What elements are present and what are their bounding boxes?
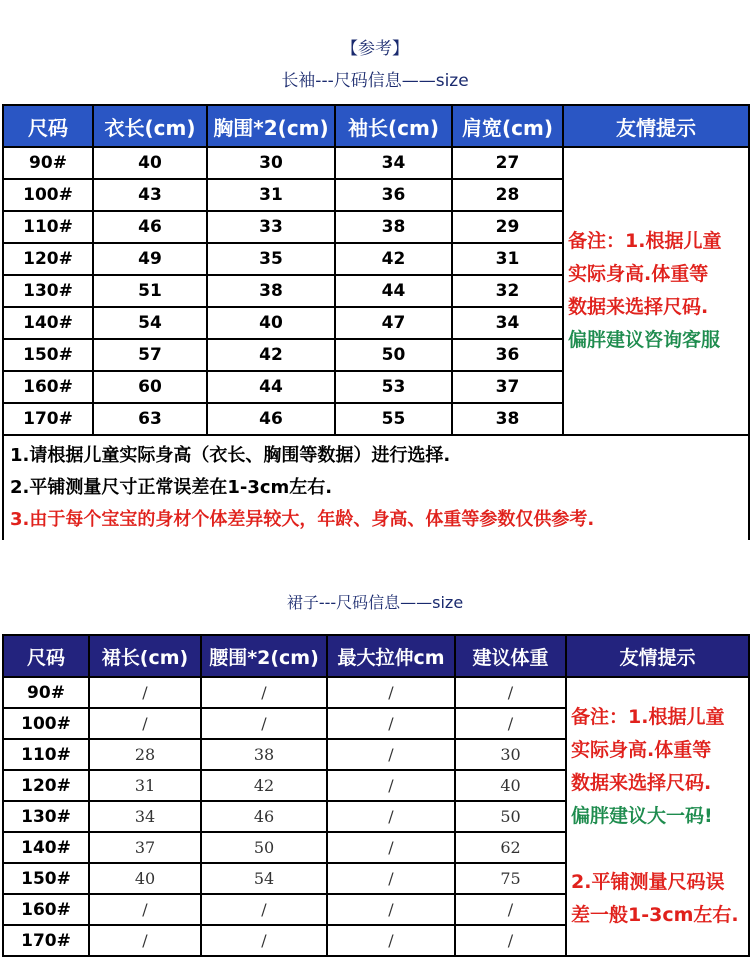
value-cell: 44	[335, 275, 452, 307]
value-cell: /	[327, 832, 455, 863]
size-cell: 90#	[3, 677, 89, 708]
size-cell: 170#	[3, 925, 89, 956]
value-cell: /	[327, 863, 455, 894]
column-header: 袖长(cm)	[335, 105, 452, 147]
value-cell: 31	[89, 770, 201, 801]
value-cell: 27	[452, 147, 563, 179]
value-cell: 40	[207, 307, 335, 339]
value-cell: 50	[455, 801, 566, 832]
value-cell: /	[327, 801, 455, 832]
reference-title: 【参考】	[341, 39, 409, 59]
table-row	[3, 677, 749, 708]
tip-cell	[563, 147, 749, 435]
tip-line	[571, 833, 746, 866]
column-header: 腰围*2(cm)	[201, 635, 327, 677]
size-cell: 150#	[3, 339, 93, 371]
size-cell: 130#	[3, 801, 89, 832]
tip-line: 实际身高.体重等	[571, 739, 712, 761]
value-cell: 32	[452, 275, 563, 307]
value-cell: 60	[93, 371, 207, 403]
value-cell: /	[89, 925, 201, 956]
value-cell: 55	[335, 403, 452, 435]
value-cell: 34	[89, 801, 201, 832]
tip-cell	[566, 677, 749, 956]
column-header: 最大拉伸cm	[327, 635, 455, 677]
value-cell: 36	[335, 179, 452, 211]
value-cell: 40	[93, 147, 207, 179]
value-cell: 75	[455, 863, 566, 894]
size-cell: 110#	[3, 211, 93, 243]
value-cell: 42	[335, 243, 452, 275]
tip-line: 2.平铺测量尺码误	[571, 871, 725, 893]
value-cell: /	[201, 708, 327, 739]
value-cell: 37	[452, 371, 563, 403]
value-cell: 33	[207, 211, 335, 243]
value-cell: 46	[201, 801, 327, 832]
value-cell: 35	[207, 243, 335, 275]
column-header: 建议体重	[455, 635, 566, 677]
value-cell: 38	[452, 403, 563, 435]
value-cell: 28	[89, 739, 201, 770]
value-cell: /	[327, 770, 455, 801]
value-cell: /	[89, 708, 201, 739]
value-cell: 30	[455, 739, 566, 770]
column-header: 尺码	[3, 105, 93, 147]
value-cell: 44	[207, 371, 335, 403]
notes-row	[3, 435, 749, 540]
value-cell: 38	[201, 739, 327, 770]
value-cell: 46	[93, 211, 207, 243]
value-cell: /	[327, 739, 455, 770]
value-cell: 30	[207, 147, 335, 179]
value-cell: 43	[93, 179, 207, 211]
value-cell: /	[201, 677, 327, 708]
size-cell: 120#	[3, 243, 93, 275]
size-cell: 130#	[3, 275, 93, 307]
size-cell: 170#	[3, 403, 93, 435]
value-cell: /	[455, 708, 566, 739]
column-header: 尺码	[3, 635, 89, 677]
size-cell: 100#	[3, 179, 93, 211]
value-cell: 38	[335, 211, 452, 243]
value-cell: 46	[207, 403, 335, 435]
size-cell: 160#	[3, 894, 89, 925]
value-cell: 47	[335, 307, 452, 339]
value-cell: /	[89, 894, 201, 925]
size-cell: 140#	[3, 307, 93, 339]
note-line: 2.平铺测量尺寸正常误差在1-3cm左右.	[10, 477, 333, 498]
value-cell: 49	[93, 243, 207, 275]
value-cell: 54	[93, 307, 207, 339]
column-header: 友情提示	[566, 635, 749, 677]
value-cell: /	[455, 894, 566, 925]
value-cell: 57	[93, 339, 207, 371]
value-cell: 34	[452, 307, 563, 339]
value-cell: /	[89, 677, 201, 708]
column-header: 衣长(cm)	[93, 105, 207, 147]
skirt-size-title: 裙子---尺码信息——size	[286, 593, 464, 612]
value-cell: 62	[455, 832, 566, 863]
tip-line: 备注：1.根据儿童	[571, 706, 725, 728]
value-cell: 42	[201, 770, 327, 801]
tip-line: 实际身高.体重等	[568, 263, 709, 285]
value-cell: 28	[452, 179, 563, 211]
value-cell: 38	[207, 275, 335, 307]
value-cell: 31	[452, 243, 563, 275]
value-cell: 29	[452, 211, 563, 243]
tip-line: 偏胖建议咨询客服	[568, 329, 721, 351]
tip-line: 偏胖建议大一码!	[571, 805, 713, 827]
size-cell: 120#	[3, 770, 89, 801]
notes-cell	[3, 435, 749, 540]
tip-line: 差一般1-3cm左右.	[571, 904, 739, 926]
size-cell: 90#	[3, 147, 93, 179]
long-sleeve-size-title: 长袖---尺码信息——size	[281, 71, 469, 91]
size-cell: 140#	[3, 832, 89, 863]
value-cell: 40	[89, 863, 201, 894]
value-cell: /	[201, 894, 327, 925]
table-row	[3, 147, 749, 179]
value-cell: 40	[455, 770, 566, 801]
size-cell: 150#	[3, 863, 89, 894]
size-cell: 100#	[3, 708, 89, 739]
tip-line: 数据来选择尺码.	[571, 772, 712, 794]
value-cell: 34	[335, 147, 452, 179]
note-line: 1.请根据儿童实际身高（衣长、胸围等数据）进行选择.	[10, 445, 451, 466]
value-cell: /	[455, 925, 566, 956]
value-cell: 50	[335, 339, 452, 371]
column-header: 裙长(cm)	[89, 635, 201, 677]
value-cell: 37	[89, 832, 201, 863]
value-cell: 63	[93, 403, 207, 435]
column-header: 友情提示	[563, 105, 749, 147]
value-cell: 36	[452, 339, 563, 371]
value-cell: /	[201, 925, 327, 956]
value-cell: /	[327, 708, 455, 739]
value-cell: 54	[201, 863, 327, 894]
value-cell: 31	[207, 179, 335, 211]
note-line: 3.由于每个宝宝的身材个体差异较大，年龄、身高、体重等参数仅供参考.	[10, 509, 595, 530]
long-sleeve-size-table	[2, 104, 750, 540]
table-header-row	[3, 635, 749, 677]
value-cell: 50	[201, 832, 327, 863]
value-cell: /	[327, 677, 455, 708]
size-cell: 160#	[3, 371, 93, 403]
column-header: 胸围*2(cm)	[207, 105, 335, 147]
tip-line: 数据来选择尺码.	[568, 296, 709, 318]
tip-line: 备注：1.根据儿童	[568, 230, 722, 252]
value-cell: 51	[93, 275, 207, 307]
size-cell: 110#	[3, 739, 89, 770]
value-cell: /	[327, 925, 455, 956]
column-header: 肩宽(cm)	[452, 105, 563, 147]
skirt-size-table	[2, 634, 750, 957]
value-cell: 53	[335, 371, 452, 403]
value-cell: /	[455, 677, 566, 708]
table-header-row	[3, 105, 749, 147]
value-cell: 42	[207, 339, 335, 371]
value-cell: /	[327, 894, 455, 925]
